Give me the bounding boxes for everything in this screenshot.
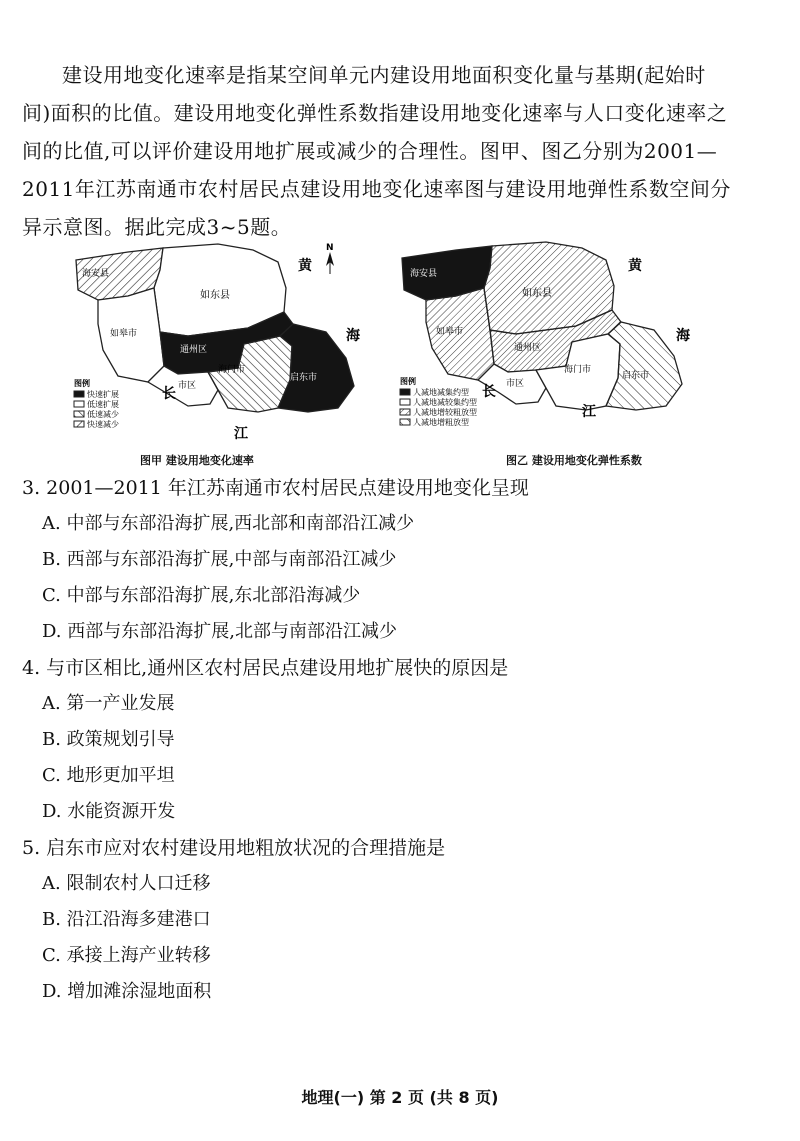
fig-a-label-haian: 海安县 — [82, 269, 110, 279]
fig-b-legend-3: 人减地增较粗放型 — [413, 408, 477, 417]
fig-b-label-shiqu: 市区 — [506, 379, 525, 389]
fig-a-legend-title: 图例 — [74, 379, 90, 388]
intro-line-4: 2011年江苏南通市农村居民点建设用地变化速率图与建设用地弹性系数空间分 — [22, 177, 731, 201]
figure-a — [68, 240, 368, 470]
figure-a-caption: 图甲 建设用地变化速率 — [140, 454, 254, 467]
legend-swatch-fast-reduce — [74, 421, 84, 427]
legend-swatch-slow-reduce — [74, 411, 84, 417]
intro-paragraph — [22, 56, 758, 246]
fig-b-sea-1: 黄 — [628, 258, 642, 274]
question-5-option-c[interactable]: C. 承接上海产业转移 — [42, 945, 211, 966]
fig-a-river-2: 江 — [234, 426, 248, 442]
fig-a-label-shiqu: 市区 — [178, 381, 197, 391]
question-3-option-b[interactable]: B. 西部与东部沿海扩展,中部与南部沿江减少 — [42, 549, 397, 570]
intro-line-5: 异示意图。据此完成3~5题。 — [22, 215, 292, 239]
fig-a-label-rugao: 如皋市 — [110, 329, 138, 339]
fig-a-north-label: N — [326, 243, 334, 253]
question-3-option-a[interactable]: A. 中部与东部沿海扩展,西北部和南部沿江减少 — [42, 513, 415, 534]
question-3-option-c[interactable]: C. 中部与东部沿海扩展,东北部沿海减少 — [42, 585, 361, 606]
question-3-stem: 3. 2001—2011 年江苏南通市农村居民点建设用地变化呈现 — [22, 477, 529, 499]
figure-a-map — [68, 240, 368, 450]
fig-b-label-tongzhou: 通州区 — [514, 343, 542, 353]
question-4-option-c[interactable]: C. 地形更加平坦 — [42, 765, 175, 786]
question-4-stem: 4. 与市区相比,通州区农村居民点建设用地扩展快的原因是 — [22, 657, 509, 679]
north-arrow-icon — [326, 252, 334, 274]
question-5-stem: 5. 启东市应对农村建设用地粗放状况的合理措施是 — [22, 837, 446, 859]
figure-b-caption: 图乙 建设用地变化弹性系数 — [506, 454, 642, 467]
fig-a-legend-4: 快速减少 — [87, 420, 119, 429]
fig-b-river-2: 江 — [582, 404, 596, 420]
fig-b-label-haian: 海安县 — [410, 269, 438, 279]
fig-b-label-rugao: 如皋市 — [436, 327, 464, 337]
question-5-option-b[interactable]: B. 沿江沿海多建港口 — [42, 909, 211, 930]
fig-a-label-qidong: 启东市 — [290, 373, 318, 383]
fig-b-label-rudong: 如东县 — [522, 288, 552, 299]
question-4-option-a[interactable]: A. 第一产业发展 — [42, 693, 175, 714]
fig-a-legend — [74, 378, 119, 429]
figure-b-map — [396, 240, 696, 450]
fig-b-label-haimen: 海门市 — [564, 365, 592, 375]
fig-b-label-qidong: 启东市 — [622, 371, 650, 381]
fig-a-label-rudong: 如东县 — [200, 290, 230, 301]
intro-line-3: 间的比值,可以评价建设用地扩展或减少的合理性。图甲、图乙分别为2001— — [22, 139, 718, 163]
fig-a-legend-3: 低速减少 — [87, 410, 119, 419]
fig-b-legend-4: 人减地增粗放型 — [413, 418, 469, 427]
question-4-option-b[interactable]: B. 政策规划引导 — [42, 729, 175, 750]
legend-swatch-slow-expand — [74, 401, 84, 407]
figures — [68, 240, 698, 470]
intro-line-2: 间)面积的比值。建设用地变化弹性系数指建设用地变化速率与人口变化速率之 — [22, 101, 728, 125]
fig-b-legend-title: 图例 — [400, 377, 416, 386]
legend-swatch-fast-expand — [74, 391, 84, 397]
fig-b-legend-1: 人减地减集约型 — [413, 388, 469, 397]
fig-a-sea-1: 黄 — [298, 258, 312, 274]
legend-swatch-fairly-intensive — [400, 399, 410, 405]
legend-swatch-extensive — [400, 419, 410, 425]
fig-a-legend-2: 低速扩展 — [87, 400, 119, 409]
page-footer: 地理(一) 第 2 页 (共 8 页) — [301, 1088, 499, 1107]
legend-swatch-intensive — [400, 389, 410, 395]
fig-a-sea-2: 海 — [346, 328, 360, 344]
question-5-option-a[interactable]: A. 限制农村人口迁移 — [42, 873, 211, 894]
fig-a-label-haimen: 海门市 — [218, 365, 246, 375]
question-4-option-d[interactable]: D. 水能资源开发 — [42, 801, 176, 822]
legend-swatch-fairly-extensive — [400, 409, 410, 415]
fig-a-river-1: 长 — [162, 386, 176, 402]
fig-b-legend — [400, 376, 477, 427]
question-3-option-d[interactable]: D. 西部与东部沿海扩展,北部与南部沿江减少 — [42, 621, 397, 642]
question-5-option-d[interactable]: D. 增加滩涂湿地面积 — [42, 981, 212, 1002]
fig-a-legend-1: 快速扩展 — [87, 390, 119, 399]
fig-b-sea-2: 海 — [676, 328, 690, 344]
figure-b — [396, 240, 696, 470]
fig-b-river-1: 长 — [482, 384, 496, 400]
intro-line-1: 建设用地变化速率是指某空间单元内建设用地面积变化量与基期(起始时 — [62, 63, 706, 87]
fig-a-label-tongzhou: 通州区 — [180, 345, 208, 355]
fig-b-legend-2: 人减地减较集约型 — [413, 398, 477, 407]
